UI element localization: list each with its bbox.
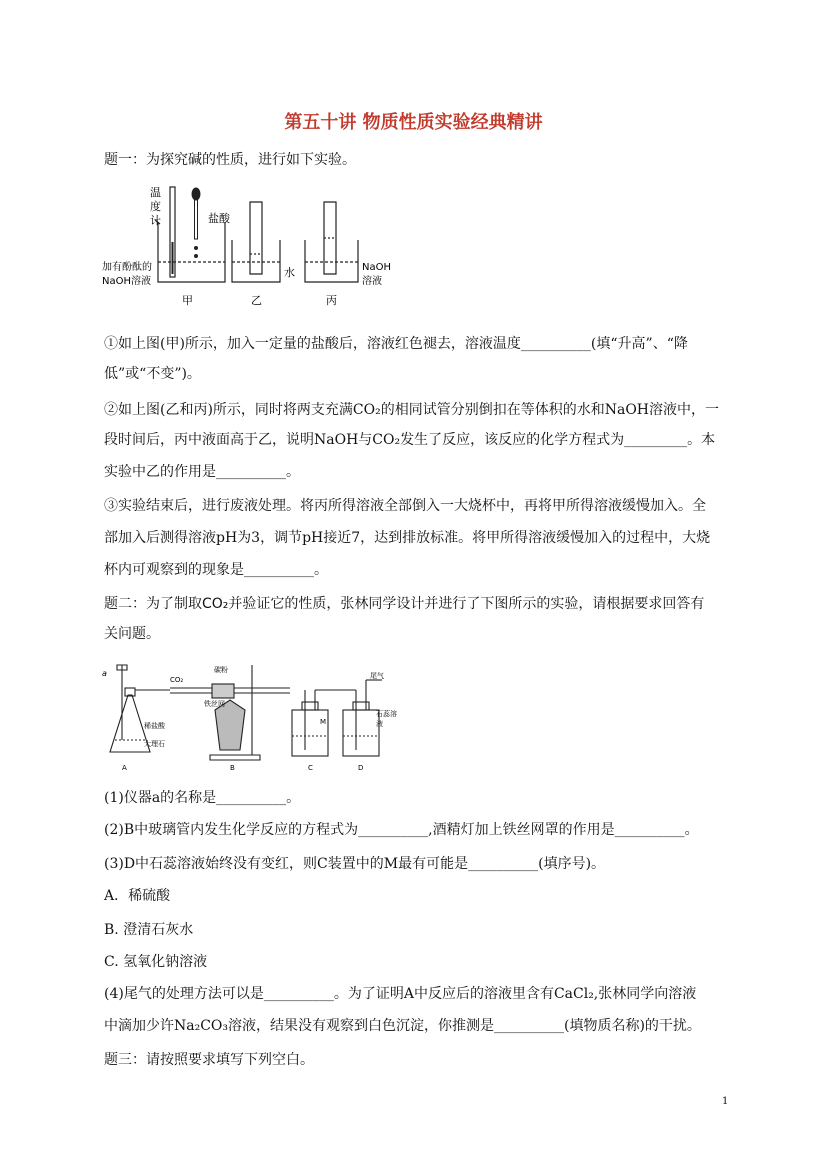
q2-figure xyxy=(100,660,400,780)
fig-label-yi: 乙 xyxy=(251,294,262,307)
q2-option-a: A．稀硫酸 xyxy=(104,888,171,904)
fig-thermometer-3: 计 xyxy=(150,214,161,227)
q2-line-3: (3)D中石蕊溶液始终没有变红，则C装置中的M最有可能是__________(填序号)。 xyxy=(104,856,606,872)
q1-figure xyxy=(100,182,400,312)
q2-option-c: C. 氢氧化钠溶液 xyxy=(104,954,208,970)
fig-mesh-label: 铁丝网 xyxy=(204,700,225,708)
q2-heading-2: 关问题。 xyxy=(104,626,160,642)
fig-naoh-phenol-2: NaOH溶液 xyxy=(102,276,151,287)
apparatus-b xyxy=(170,665,290,760)
q1-line-7: 部加入后测得溶液pH为3，调节pH接近7，达到排放标准。将甲所得溶液缓慢加入的过程中，大烧 xyxy=(104,530,711,546)
beaker-jia xyxy=(155,220,225,282)
q1-line-5: 实验中乙的作用是__________。 xyxy=(104,464,300,480)
fig-naoh-phenol-1: 加有酚酞的 xyxy=(102,262,152,273)
fig-thermometer-2: 度 xyxy=(150,200,161,213)
q2-heading-1: 题二：为了制取CO₂并验证它的性质，张林同学设计并进行了下图所示的实验，请根据要求回答有 xyxy=(104,596,705,612)
page-title: 第五十讲 物质性质实验经典精讲 xyxy=(284,112,543,133)
page-number: 1 xyxy=(722,1096,729,1107)
fig-acid-label: 稀盐酸 xyxy=(144,722,165,730)
fig-co2-label: CO₂ xyxy=(170,676,184,684)
fig-water-label: 水 xyxy=(284,266,295,279)
q2-line-4: (4)尾气的处理方法可以是__________。为了证明A中反应后的溶液里含有CaCl₂,张林同学向溶液 xyxy=(104,986,697,1002)
q3-heading: 题三：请按照要求填写下列空白。 xyxy=(104,1052,314,1068)
fig-thermometer-1: 温 xyxy=(150,186,161,199)
fig-hcl-label: 盐酸 xyxy=(208,212,230,225)
q1-line-2: 低”或“不变”)。 xyxy=(104,366,201,382)
fig-tail-label: 尾气 xyxy=(370,672,384,680)
q2-line-2: (2)B中玻璃管内发生化学反应的方程式为__________,酒精灯加上铁丝网罩的作用是__________。 xyxy=(104,822,699,838)
dropper-icon xyxy=(192,188,200,258)
fig-carbon-label: 碳粉 xyxy=(214,666,228,674)
thermometer-icon xyxy=(170,187,175,277)
fig-label-b: B xyxy=(230,764,235,772)
q1-line-1: ①如上图(甲)所示，加入一定量的盐酸后，溶液红色褪去，溶液温度__________(填“升高”、“降 xyxy=(104,336,688,352)
fig-label-bing: 丙 xyxy=(326,294,337,307)
q2-line-1: (1)仪器a的名称是__________。 xyxy=(104,790,301,806)
q1-line-6: ③实验结束后，进行废液处理。将丙所得溶液全部倒入一大烧杯中，再将甲所得溶液缓慢加入。全 xyxy=(104,498,706,514)
beaker-bing xyxy=(305,202,358,282)
fig-marble-label: 大理石 xyxy=(144,740,165,748)
q1-line-3: ②如上图(乙和丙)所示，同时将两支充满CO₂的相同试管分别倒扣在等体积的水和NaOH溶液中，一 xyxy=(104,402,720,418)
q1-line-8: 杯内可观察到的现象是__________。 xyxy=(104,562,328,578)
fig-m-label: M xyxy=(320,718,327,726)
apparatus-a xyxy=(110,665,170,752)
fig-litmus-1: 石蕊溶 xyxy=(376,710,397,718)
q1-line-4: 段时间后，丙中液面高于乙，说明NaOH与CO₂发生了反应，该反应的化学方程式为_________。本 xyxy=(104,432,716,448)
fig-naoh-1: NaOH xyxy=(362,262,391,273)
q2-option-b: B. 澄清石灰水 xyxy=(104,922,194,938)
fig-a-label: a xyxy=(102,669,107,678)
q1-heading: 题一：为探究碱的性质，进行如下实验。 xyxy=(104,152,356,168)
beaker-yi xyxy=(232,202,280,282)
fig-label-a: A xyxy=(122,764,127,772)
fig-naoh-2: 溶液 xyxy=(362,276,382,287)
fig-label-d: D xyxy=(358,764,364,772)
fig-litmus-2: 液 xyxy=(376,720,383,728)
fig-label-jia: 甲 xyxy=(182,294,193,307)
q2-line-5: 中滴加少许Na₂CO₃溶液，结果没有观察到白色沉淀，你推测是__________(填物质名称)的干扰。 xyxy=(104,1018,701,1034)
fig-label-c: C xyxy=(308,764,313,772)
